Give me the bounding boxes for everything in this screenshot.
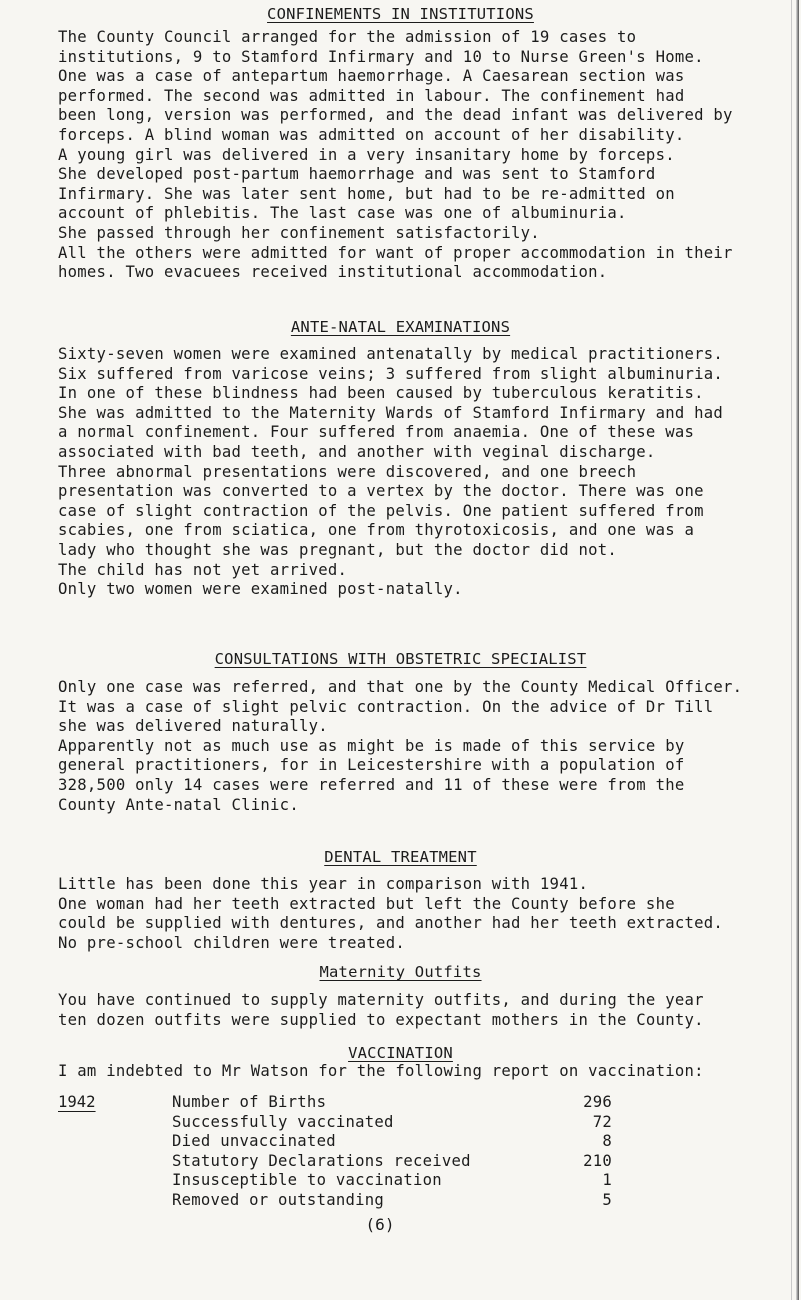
consultations-paragraph — [58, 678, 798, 815]
text-line: general practitioners, for in Leicestershire with a population of — [58, 756, 685, 775]
text-line: One was a case of antepartum haemorrhage. A Caesarean section was — [58, 67, 685, 86]
vaccination-row-label: Removed or outstanding — [172, 1190, 385, 1209]
confinements-paragraph — [58, 28, 798, 283]
vaccination-heading: VACCINATION — [348, 1044, 453, 1062]
vaccination-row-value: 8 — [602, 1132, 612, 1151]
vaccination-row-label: Died unvaccinated — [172, 1132, 336, 1151]
text-line: No pre-school children were treated. — [58, 933, 405, 952]
text-line: Infirmary. She was later sent home, but had to be re-admitted on — [58, 184, 675, 203]
text-line: A young girl was delivered in a very insanitary home by forceps. — [58, 145, 675, 164]
text-line: Only one case was referred, and that one by the County Medical Officer. — [58, 678, 743, 696]
vaccination-row-label: Successfully vaccinated — [172, 1112, 394, 1131]
vaccination-row-label: Insusceptible to vaccination — [172, 1171, 442, 1190]
text-line: In one of these blindness had been caused by tuberculous keratitis. — [58, 384, 704, 403]
text-line: lady who thought she was pregnant, but the doctor did not. — [58, 540, 618, 559]
text-line: Little has been done this year in comparison with 1941. — [58, 875, 589, 893]
text-line: Apparently not as much use as might be is made of this service by — [58, 736, 685, 755]
vaccination-table — [172, 1093, 612, 1211]
vaccination-row — [172, 1093, 612, 1113]
vaccination-row-value: 1 — [602, 1171, 612, 1190]
text-line: she was delivered naturally. — [58, 717, 328, 736]
text-line: She developed post-partum haemorrhage and was sent to Stamford — [58, 165, 656, 184]
consultations-heading: CONSULTATIONS WITH OBSTETRIC SPECIALIST — [214, 650, 587, 668]
vaccination-row — [172, 1191, 612, 1211]
text-line: All the others were admitted for want of proper accommodation in their — [58, 243, 733, 262]
vaccination-year: 1942 — [58, 1093, 96, 1111]
text-line: Six suffered from varicose veins; 3 suffered from slight albuminuria. — [58, 364, 724, 383]
page-number: (6) — [365, 1215, 395, 1234]
text-line: County Ante-natal Clinic. — [58, 795, 299, 814]
vaccination-row-value: 296 — [583, 1093, 612, 1111]
vaccination-row — [172, 1113, 612, 1133]
vaccination-row — [172, 1171, 612, 1191]
text-line: institutions, 9 to Stamford Infirmary and 10 to Nurse Green's Home. — [58, 47, 704, 66]
text-line: case of slight contraction of the pelvis. One patient suffered from — [58, 501, 704, 520]
antenatal-paragraph — [58, 345, 798, 600]
vaccination-row-value: 72 — [592, 1112, 612, 1131]
maternity-heading: Maternity Outfits — [319, 963, 482, 981]
text-line: You have continued to supply maternity outfits, and during the year — [58, 991, 704, 1009]
text-line: Only two women were examined post-natally. — [58, 580, 463, 599]
text-line: One woman had her teeth extracted but left the County before she — [58, 894, 675, 913]
text-line: The County Council arranged for the admission of 19 cases to — [58, 28, 637, 46]
vaccination-row — [172, 1152, 612, 1172]
text-line: been long, version was performed, and the dead infant was delivered by — [58, 106, 733, 125]
vaccination-row-value: 210 — [583, 1151, 612, 1170]
text-line: forceps. A blind woman was admitted on account of her disability. — [58, 125, 685, 144]
text-line: homes. Two evacuees received institutional accommodation. — [58, 263, 608, 282]
text-line: Sixty-seven women were examined antenatally by medical practitioners. — [58, 345, 724, 363]
text-line: 328,500 only 14 cases were referred and 11 of these were from the — [58, 775, 685, 794]
text-line: associated with bad teeth, and another with veginal discharge. — [58, 442, 656, 461]
dental-heading: DENTAL TREATMENT — [324, 848, 477, 866]
text-line: She passed through her confinement satisfactorily. — [58, 223, 540, 242]
text-line: She was admitted to the Maternity Wards of Stamford Infirmary and had — [58, 403, 724, 422]
text-line: The child has not yet arrived. — [58, 560, 348, 579]
vaccination-row — [172, 1132, 612, 1152]
text-line: account of phlebitis. The last case was one of albuminuria. — [58, 204, 627, 223]
confinements-heading: CONFINEMENTS IN INSTITUTIONS — [267, 5, 534, 23]
vaccination-row-value: 5 — [602, 1190, 612, 1209]
text-line: scabies, one from sciatica, one from thyrotoxicosis, and one was a — [58, 521, 695, 540]
text-line: Three abnormal presentations were discovered, and one breech — [58, 462, 637, 481]
text-line: performed. The second was admitted in labour. The confinement had — [58, 86, 685, 105]
vaccination-row-label: Number of Births — [172, 1093, 327, 1111]
text-line: presentation was converted to a vertex by the doctor. There was one — [58, 482, 704, 501]
antenatal-heading: ANTE-NATAL EXAMINATIONS — [290, 318, 511, 336]
text-line: could be supplied with dentures, and another had her teeth extracted. — [58, 914, 724, 933]
text-line: ten dozen outfits were supplied to expectant mothers in the County. — [58, 1010, 704, 1029]
dental-paragraph — [58, 875, 798, 953]
maternity-paragraph — [58, 991, 798, 1030]
vaccination-row-label: Statutory Declarations received — [172, 1151, 471, 1170]
vaccination-intro: I am indebted to Mr Watson for the following report on vaccination: — [58, 1062, 704, 1080]
text-line: It was a case of slight pelvic contraction. On the advice of Dr Till — [58, 697, 714, 716]
text-line: a normal confinement. Four suffered from anaemia. One of these was — [58, 423, 695, 442]
